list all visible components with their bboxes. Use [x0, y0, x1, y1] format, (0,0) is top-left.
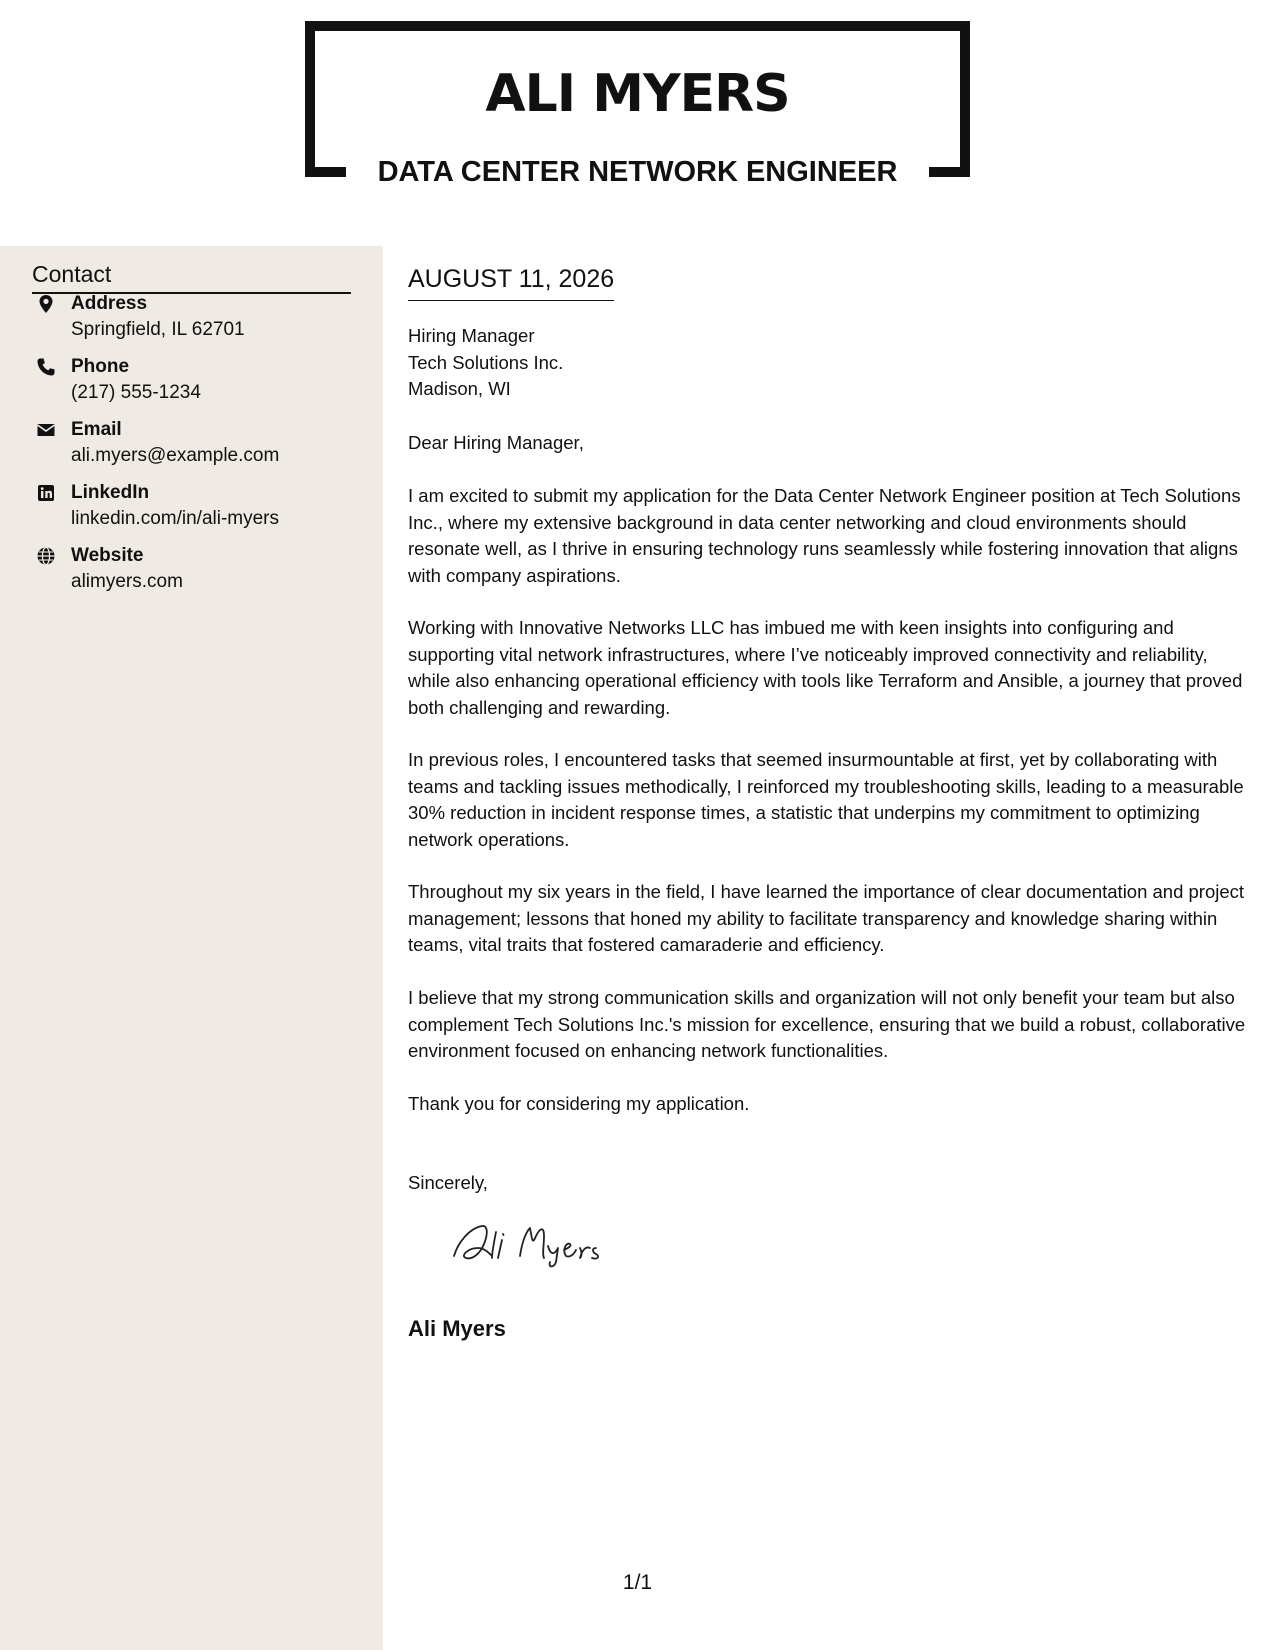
job-title: DATA CENTER NETWORK ENGINEER — [377, 156, 898, 188]
handwritten-signature — [448, 1212, 638, 1268]
body-paragraph: Working with Innovative Networks LLC has imbued me with keen insights into configuring and supporting vital network infrastructures, where I’ve noticeably improved connectivity and reliability, while also enhancing operational efficiency with tools like Terraform and Ansible, a journey that proved both challenging and rewarding. — [408, 617, 1243, 718]
phone-icon — [36, 357, 56, 377]
recipient-block — [408, 323, 563, 403]
page-number: 1/1 — [622, 1571, 653, 1594]
contact-item-email — [32, 418, 372, 474]
contact-label: Email — [71, 419, 122, 440]
signer-name: Ali Myers — [408, 1316, 506, 1341]
contact-sidebar — [0, 246, 383, 1650]
contact-item-linkedin — [32, 481, 372, 537]
linkedin-icon — [36, 483, 56, 503]
contact-label: Website — [71, 545, 144, 566]
envelope-icon — [36, 420, 56, 440]
contact-label: Phone — [71, 356, 130, 377]
recipient-line: Hiring Manager — [408, 325, 535, 346]
contact-value: alimyers.com — [71, 571, 183, 592]
contact-item-phone — [32, 355, 372, 411]
contact-heading: Contact — [32, 260, 351, 294]
contact-value: ali.myers@example.com — [71, 445, 280, 466]
contact-value: Springfield, IL 62701 — [71, 319, 245, 340]
contact-value: linkedin.com/in/ali-myers — [71, 508, 280, 529]
closing: Sincerely, — [408, 1172, 488, 1193]
body-paragraph: I am excited to submit my application for the Data Center Network Engineer position at Tech Solutions Inc., where my extensive background in data center networking and cloud environments should resonate well, as I thrive in ensuring technology runs seamlessly while fostering innovation that aligns with company aspirations. — [408, 485, 1241, 586]
frame-top-bar — [305, 21, 970, 31]
contact-label: Address — [71, 293, 148, 314]
contact-item-address — [32, 292, 372, 348]
body-paragraph: Thank you for considering my application. — [408, 1093, 750, 1114]
letter-date: AUGUST 11, 2026 — [408, 264, 614, 301]
body-paragraph: In previous roles, I encountered tasks that seemed insurmountable at first, yet by collaborating with teams and tackling issues methodically, I reinforced my troubleshooting skills, leading to a measurable 30% reduction in incident response times, a statistic that underpins my commitment to optimizing network operations. — [408, 749, 1244, 850]
contact-item-website — [32, 544, 372, 600]
body-paragraph: Throughout my six years in the field, I have learned the importance of clear documentation and project management; lessons that honed my ability to facilitate transparency and knowledge sharing within teams, vital traits that fostered camaraderie and efficiency. — [408, 881, 1245, 955]
recipient-line: Madison, WI — [408, 378, 511, 399]
recipient-line: Tech Solutions Inc. — [408, 351, 564, 373]
applicant-name: ALI MYERS — [485, 64, 790, 124]
contact-value: (217) 555-1234 — [71, 382, 201, 403]
body-paragraph: I believe that my strong communication skills and organization will not only benefit your team but also complement Tech Solutions Inc.'s mission for excellence, ensuring that we build a robust, collaborative environment focused on enhancing network functionalities. — [408, 987, 1246, 1061]
location-pin-icon — [36, 294, 56, 314]
globe-icon — [36, 546, 56, 566]
contact-label: LinkedIn — [71, 482, 150, 503]
salutation: Dear Hiring Manager, — [408, 432, 584, 453]
